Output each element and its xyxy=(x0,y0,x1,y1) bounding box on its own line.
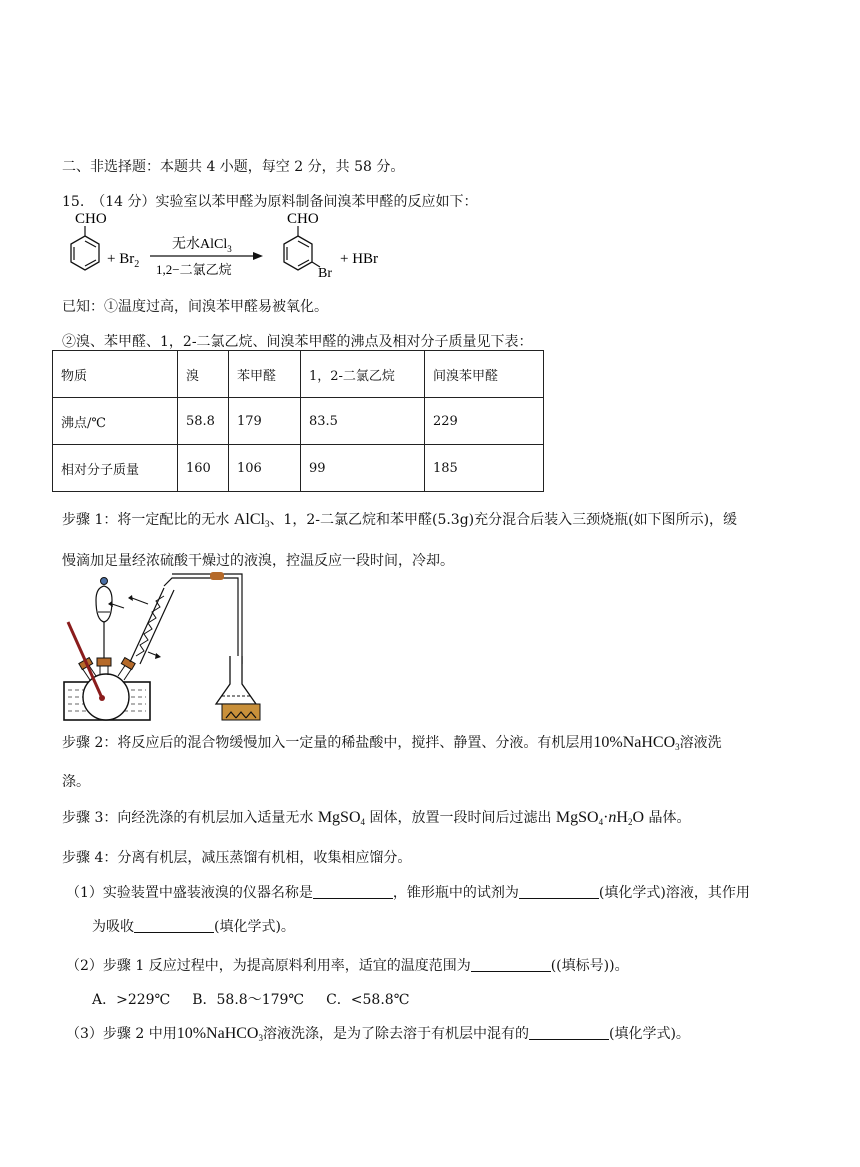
table-cell: 99 xyxy=(301,445,425,492)
table-header: 溴 xyxy=(178,351,229,398)
condition-top: 无水AlCl xyxy=(172,237,228,252)
answer-blank[interactable] xyxy=(134,918,214,933)
step-1 xyxy=(62,510,737,534)
table-row xyxy=(53,445,544,492)
step-3: 步骤 3：向经洗涤的有机层加入适量无水 MgSO$_4$ 固体，放置一段时间后过滤出 $MgSO_4\cdot nH_2O$ 晶体。 xyxy=(62,809,691,827)
table-header: 间溴苯甲醛 xyxy=(425,351,544,398)
condition-bottom: 1,2−二氯乙烷 xyxy=(156,262,232,277)
table-header-row xyxy=(53,351,544,398)
step-2-continued: 涤。 xyxy=(62,774,90,790)
alcl3-formula: AlCl$_3$ xyxy=(233,511,270,529)
nahco3-formula: 10%NaHCO$_3$ xyxy=(593,734,680,752)
table-cell: 相对分子质量 xyxy=(53,445,178,492)
step-4: 步骤 4：分离有机层，减压蒸馏有机相，收集相应馏分。 xyxy=(62,850,412,866)
byproduct: + HBr xyxy=(340,251,379,267)
option-b[interactable]: B．58.8～179℃ xyxy=(192,992,305,1008)
step-1-text-b: 、1，2-二氯乙烷和苯甲醛(5.3g)充分混合后装入三颈烧瓶(如下图所示)，缓 xyxy=(269,512,738,528)
reagent-subscript: 2 xyxy=(134,259,140,270)
svg-text:+ Br2 xyxy=(107,251,139,270)
condition-top-subscript: 3 xyxy=(227,244,232,254)
product-substituent: Br xyxy=(318,266,332,280)
product-group: CHO xyxy=(287,211,319,227)
option-c[interactable]: C．<58.8℃ xyxy=(326,992,410,1008)
nahco3-formula: 10%NaHCO$_3$ xyxy=(176,1025,263,1043)
reagent: + Br xyxy=(107,251,135,267)
three-neck-flask xyxy=(83,674,129,720)
property-table xyxy=(52,350,544,492)
answer-blank[interactable] xyxy=(313,884,393,899)
step-1-text: 步骤 1：将一定配比的无水 xyxy=(62,512,234,528)
table-cell: 沸点/℃ xyxy=(53,398,178,445)
table-cell: 179 xyxy=(229,398,301,445)
table-cell: 58.8 xyxy=(178,398,229,445)
mgso4-formula: MgSO$_4$ xyxy=(317,809,365,827)
conical-flask xyxy=(216,656,256,704)
table-header: 物质 xyxy=(53,351,178,398)
table-cell: 106 xyxy=(229,445,301,492)
step-1-continued: 慢滴加足量经浓硫酸干燥过的液溴，控温反应一段时间，冷却。 xyxy=(62,553,454,569)
answer-blank[interactable] xyxy=(519,884,599,899)
table-cell: 229 xyxy=(425,398,544,445)
question-intro: 15. （14 分）实验室以苯甲醛为原料制备间溴苯甲醛的反应如下： xyxy=(62,194,478,210)
question-1-continued: 为吸收 (填化学式)。 xyxy=(92,919,295,935)
reactant-group: CHO xyxy=(75,211,107,227)
question-2: （2）步骤 1 反应过程中，为提高原料利用率，适宜的温度范围为 ((填标号))。 xyxy=(66,958,629,974)
known-1: 已知：①温度过高，间溴苯甲醛易被氧化。 xyxy=(62,299,328,315)
answer-blank[interactable] xyxy=(529,1025,609,1040)
mgso4-hydrate-formula: $MgSO_4\cdot nH_2O$ xyxy=(555,809,645,827)
option-a[interactable]: A．>229℃ xyxy=(92,992,171,1008)
question-1: （1）实验装置中盛装液溴的仪器名称是 ，锥形瓶中的试剂为 (填化学式)溶液，其作用 xyxy=(66,885,750,901)
condenser-coil xyxy=(136,596,164,656)
answer-blank[interactable] xyxy=(471,957,551,972)
known-2: ②溴、苯甲醛、1，2-二氯乙烷、间溴苯甲醛的沸点及相对分子质量见下表： xyxy=(62,334,533,350)
reaction-scheme xyxy=(55,208,415,280)
svg-text:无水AlCl3 xyxy=(172,235,232,254)
section-heading: 二、非选择题：本题共 4 小题，每空 2 分，共 58 分。 xyxy=(62,159,405,175)
question-2-options xyxy=(92,990,409,1010)
table-header: 苯甲醛 xyxy=(229,351,301,398)
table-header: 1，2-二氯乙烷 xyxy=(301,351,425,398)
apparatus-diagram xyxy=(60,572,275,724)
question-3: （3）步骤 2 中用10%NaHCO$_3$溶液洗涤，是为了除去溶于有机层中混有的 (填化学式)。 xyxy=(66,1025,690,1043)
table-cell: 83.5 xyxy=(301,398,425,445)
step-2: 步骤 2：将反应后的混合物缓慢加入一定量的稀盐酸中，搅拌、静置、分液。有机层用10%NaHCO$_3$溶液洗 xyxy=(62,734,722,752)
table-row xyxy=(53,398,544,445)
table-cell: 185 xyxy=(425,445,544,492)
table-cell: 160 xyxy=(178,445,229,492)
